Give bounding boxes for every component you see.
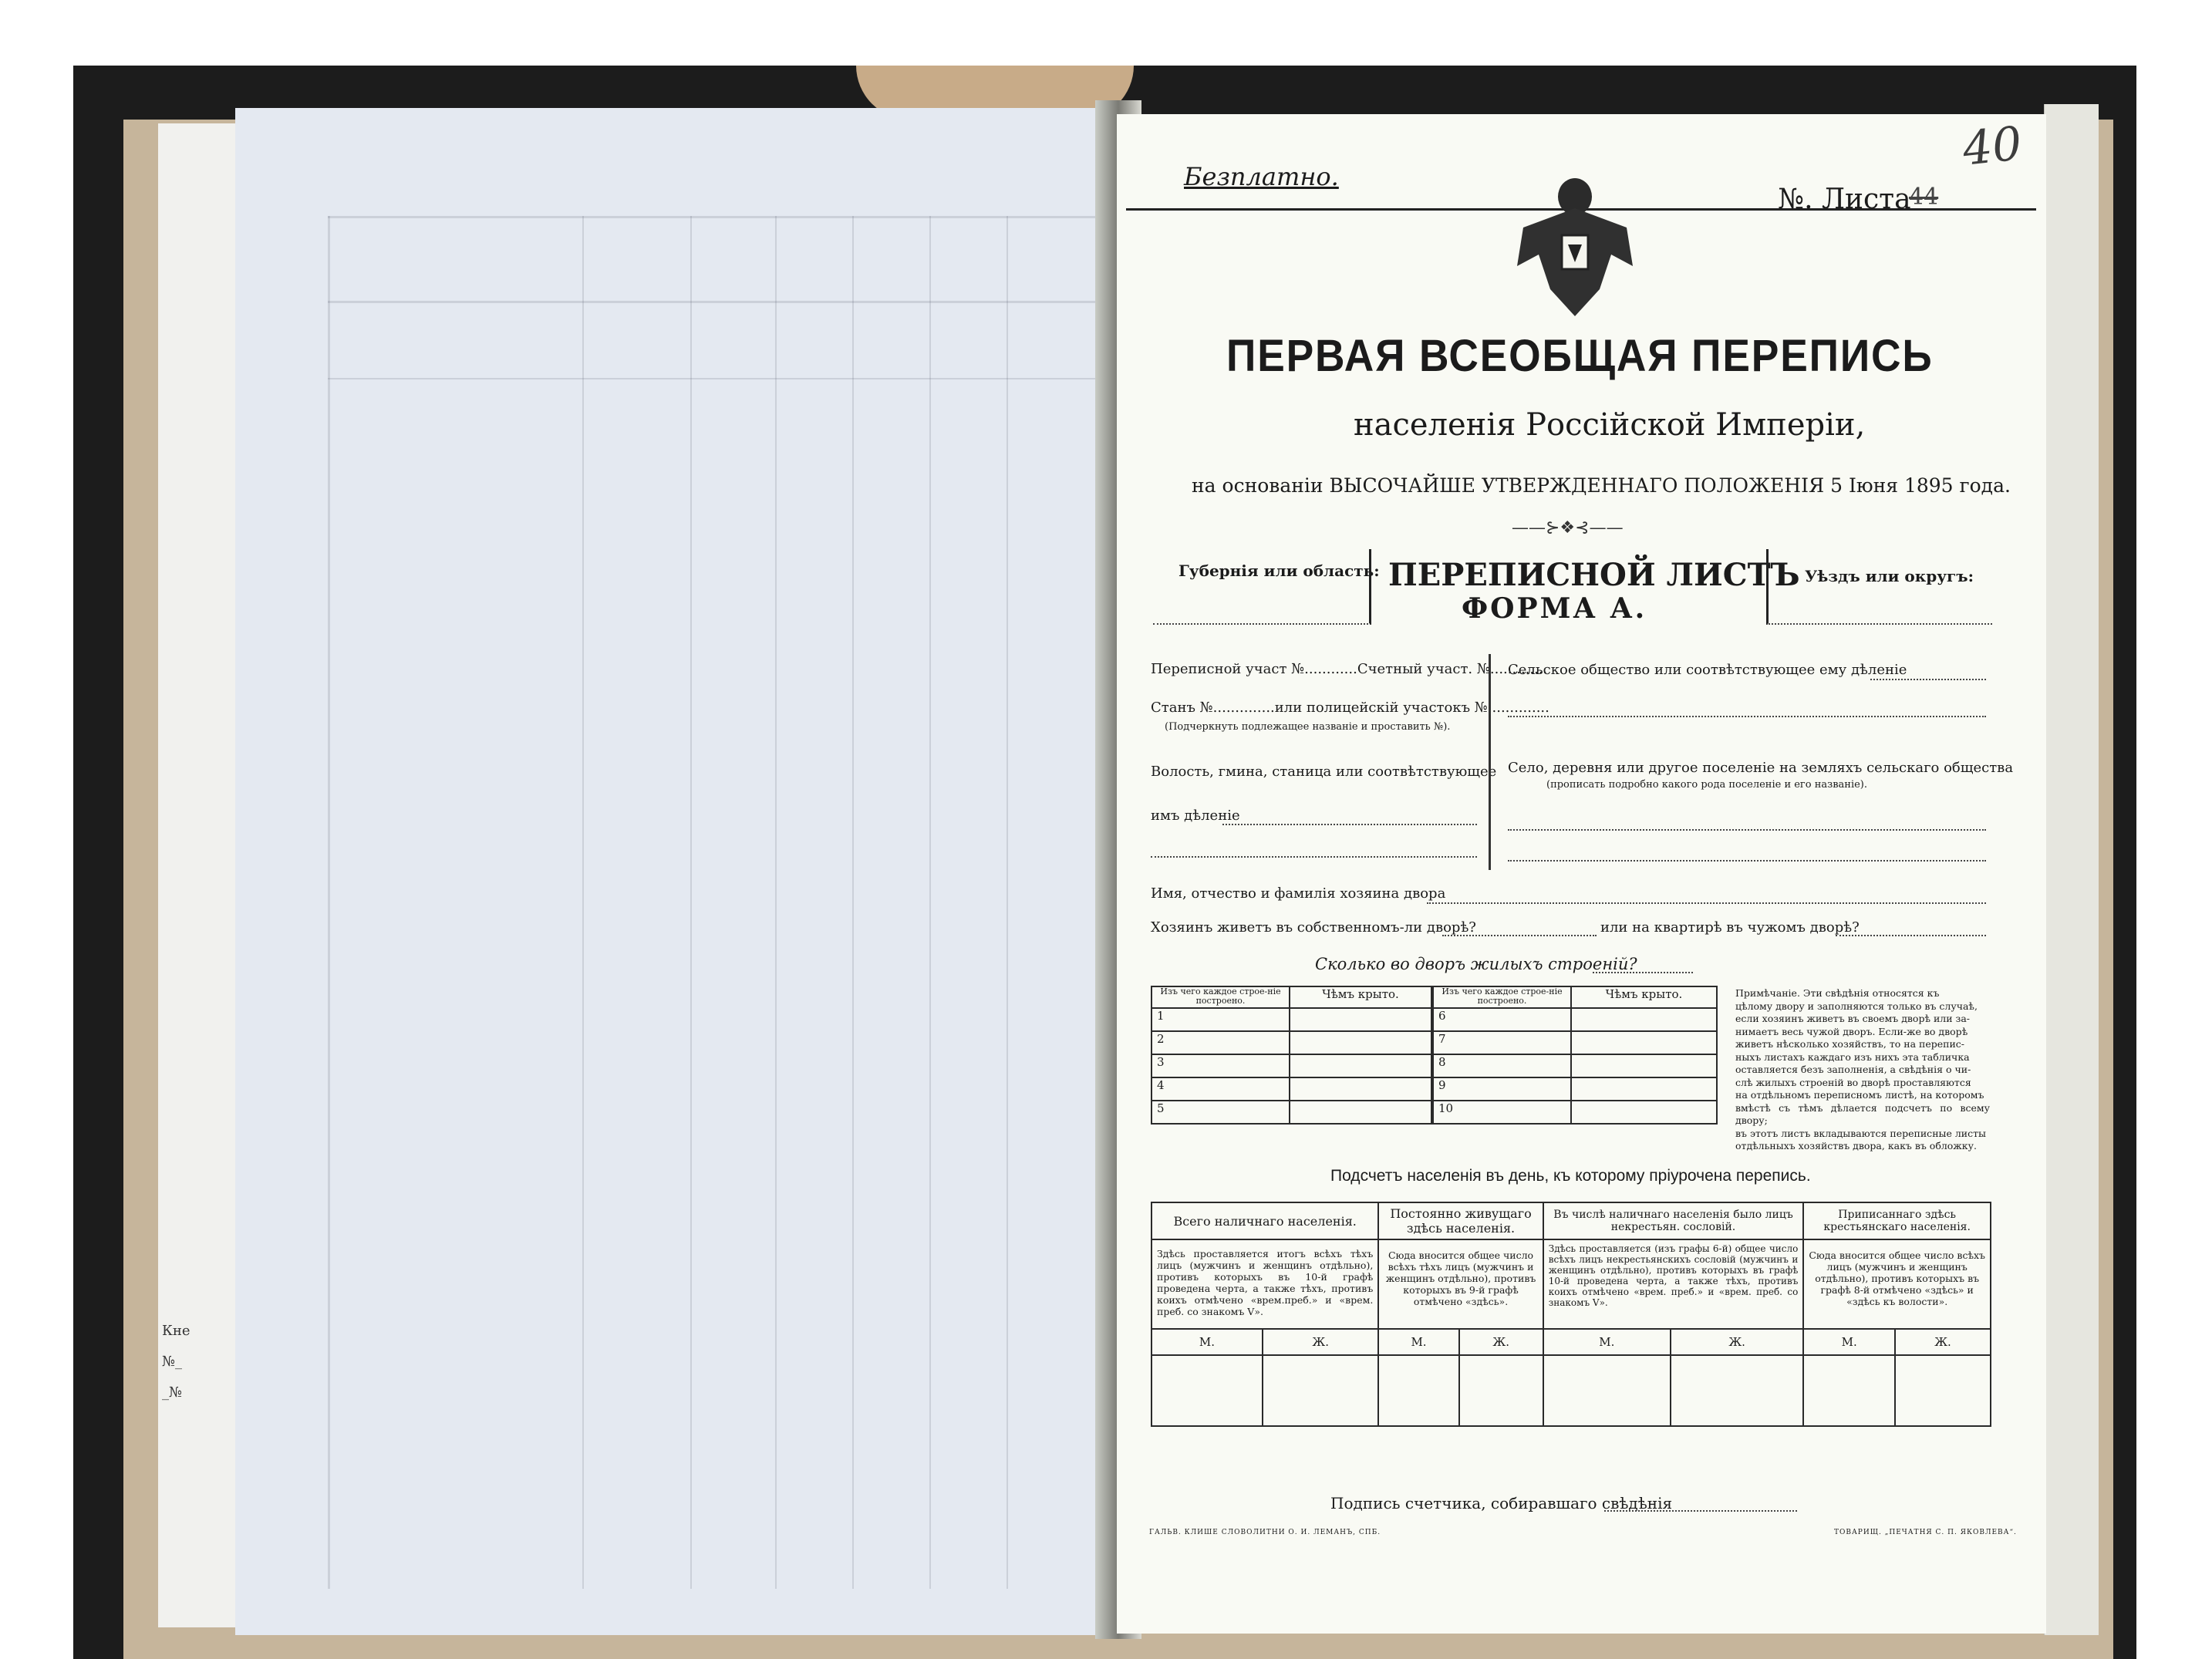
buildings-row-number: 5 <box>1152 1101 1290 1124</box>
form-main-title: ПЕРВАЯ ВСЕОБЩАЯ ПЕРЕПИСЬ <box>1226 331 1934 381</box>
buildings-row-number: 3 <box>1152 1054 1290 1077</box>
buildings-table-right <box>1432 986 1718 1125</box>
buildings-row-number: 10 <box>1433 1101 1571 1124</box>
count-title: Подсчетъ населенія въ день, къ которому пріурочена перепись. <box>1330 1167 1811 1185</box>
left-page <box>235 108 1107 1635</box>
count-header-permanent: Постоянно живущаго здѣсь населенія. <box>1378 1202 1543 1239</box>
form-basis-line: на основаніи ВЫСОЧАЙШЕ УТВЕРЖДЕННАГО ПОЛОЖЕНІЯ 5 Іюня 1895 года. <box>1192 474 2011 497</box>
sheet-number-crossed: 44 <box>1909 184 1939 211</box>
lives-field: Хозяинъ живетъ въ собственномъ-ли дворѣ? <box>1151 919 1476 936</box>
buildings-col-material: Изъ чего каждое строе-ніе построено. <box>1152 986 1290 1008</box>
volost-field: Волость, гмина, станица или соотвѣтствующее <box>1151 764 1497 780</box>
buildings-row-number: 8 <box>1433 1054 1571 1077</box>
buildings-question: Сколько во дворъ жилыхъ строеній? <box>1315 955 1637 973</box>
ornament-divider: ——⊱❖⊰—— <box>1512 518 1624 538</box>
count-header-peasant: Приписаннаго здѣсь крестьянскаго населенія. <box>1803 1202 1991 1239</box>
free-label: Безплатно. <box>1184 162 1339 191</box>
male-column-label: М. <box>1543 1329 1671 1355</box>
count-desc-peasant: Сюда вносится общее число всѣхъ лицъ (мужчинъ и женщинъ отдѣльно), противъ которыхъ въ графѣ 8-й отмѣчено «здѣсь» и «здѣсь къ волости». <box>1803 1239 1991 1329</box>
coat-of-arms-icon <box>1508 174 1643 324</box>
male-column-label: М. <box>1803 1329 1895 1355</box>
uchastok-field: Переписной участ №............Счетный участ. №............. <box>1151 661 1548 677</box>
female-column-label: Ж. <box>1459 1329 1543 1355</box>
count-header-non-peasant: Въ числѣ наличнаго населенія было лицъ некрестьян. сословій. <box>1543 1202 1804 1239</box>
count-desc-permanent: Сюда вносится общее число всѣхъ тѣхъ лицъ (мужчинъ и женщинъ отдѣльно), противъ которыхъ въ 9-й графѣ отмѣчено «здѣсь». <box>1378 1239 1543 1329</box>
volost-cont-field: имъ дѣленіе <box>1151 808 1240 824</box>
sheet-number-label: №. Листа <box>1778 184 1911 215</box>
left-margin-fragment-1: Кне <box>162 1323 191 1339</box>
owner-field: Имя, отчество и фамилія хозяина двора <box>1151 885 1446 902</box>
district-label: Уѣздъ или округъ: <box>1805 567 1974 585</box>
left-margin-fragment-3: _№ <box>162 1384 183 1401</box>
location-divider <box>1489 654 1491 870</box>
female-column-label: Ж. <box>1263 1329 1378 1355</box>
buildings-col-material: Изъ чего каждое строе-ніе построено. <box>1433 986 1571 1008</box>
buildings-row-number: 6 <box>1433 1008 1571 1031</box>
count-desc-total: Здѣсь проставляется итогъ всѣхъ тѣхъ лицъ (мужчинъ и женщинъ отдѣльно), противъ которыхъ въ 10-й графѣ проведена черта, а также тѣхъ, противъ коихъ отмѣчено «врем.преб.» и «врем. преб. со знакомъ V». <box>1152 1239 1378 1329</box>
left-margin-fragment-2: №_ <box>162 1354 183 1370</box>
province-box <box>1153 549 1371 625</box>
male-column-label: М. <box>1152 1329 1263 1355</box>
population-count-table <box>1151 1202 1991 1427</box>
village-field: Село, деревня или другое поселеніе на земляхъ сельскаго общества <box>1508 760 2014 776</box>
buildings-row-number: 9 <box>1433 1077 1571 1101</box>
society-field: Сельское общество или соотвѣтствующее ему дѣленіе <box>1508 662 1907 678</box>
count-desc-non-peasant: Здѣсь проставляется (изъ графы 6-й) общее число всѣхъ лицъ некрестьянскихъ сословій (мужчинъ и женщинъ отдѣльно), противъ которыхъ въ графѣ 10-й проведена черта, а также тѣхъ, противъ коихъ отмѣчено «врем. преб.» и «врем. преб. со знакомъ V». <box>1543 1239 1804 1329</box>
buildings-row-number: 2 <box>1152 1031 1290 1054</box>
census-sheet-title: ПЕРЕПИСНОЙ ЛИСТЪ <box>1388 557 1800 593</box>
form-subtitle: населенія Россійской Имперіи, <box>1354 407 1866 443</box>
footer-printer-right: ТОВАРИЩ. „ПЕЧАТНЯ С. П. ЯКОВЛЕВА“. <box>1834 1529 2017 1536</box>
male-column-label: М. <box>1378 1329 1458 1355</box>
village-note: (прописать подробно какого рода поселеніе и его названіе). <box>1546 779 1867 791</box>
female-column-label: Ж. <box>1671 1329 1803 1355</box>
stan-field: Станъ №..............или полицейскій участокъ №.............. <box>1151 700 1549 716</box>
buildings-row-number: 7 <box>1433 1031 1571 1054</box>
lives-alt-field: или на квартирѣ въ чужомъ дворѣ? <box>1600 919 1860 936</box>
buildings-table-left <box>1151 986 1432 1125</box>
count-header-total: Всего наличнаго населенія. <box>1152 1202 1378 1239</box>
right-page-stack <box>2044 104 2099 1635</box>
counter-signature-label: Подпись счетчика, собиравшаго свѣдѣнія <box>1330 1494 1673 1512</box>
buildings-col-roof: Чѣмъ крыто. <box>1290 986 1431 1008</box>
stan-note: (Подчеркнуть подлежащее названіе и проставить №). <box>1165 721 1451 733</box>
form-a-title: ФОРМА А. <box>1462 592 1647 625</box>
buildings-row-number: 4 <box>1152 1077 1290 1101</box>
province-label: Губернія или область: <box>1178 561 1380 580</box>
buildings-note: Примѣчаніе. Эти свѣдѣнія относятся къ цѣлому двору и заполняются только въ случаѣ, если хозяинъ живетъ въ своемъ дворѣ или за- нимаетъ весь чужой дворъ. Если-же во дворѣ живетъ нѣсколько хозяйствъ, то на перепис- ныхъ листахъ каждаго изъ нихъ эта табличка оставляется безъ заполненія, а свѣдѣнія о чи- слѣ жилыхъ строеній во дворѣ проставляются на отдѣльномъ переписномъ листѣ, на которомъ вмѣстѣ съ тѣмъ дѣлается подсчетъ по всему двору; въ этотъ листъ вкладываются переписные листы отдѣльныхъ хозяйствъ двора, какъ въ обложку. <box>1735 987 1990 1152</box>
district-box <box>1766 549 1992 625</box>
handwritten-sheet-number: 40 <box>1960 116 2025 177</box>
footer-printer-left: ГАЛЬВ. КЛИШЕ СЛОВОЛИТНИ О. И. ЛЕМАНЪ, СПБ. <box>1149 1529 1381 1536</box>
female-column-label: Ж. <box>1895 1329 1991 1355</box>
buildings-col-roof: Чѣмъ крыто. <box>1571 986 1717 1008</box>
buildings-row-number: 1 <box>1152 1008 1290 1031</box>
